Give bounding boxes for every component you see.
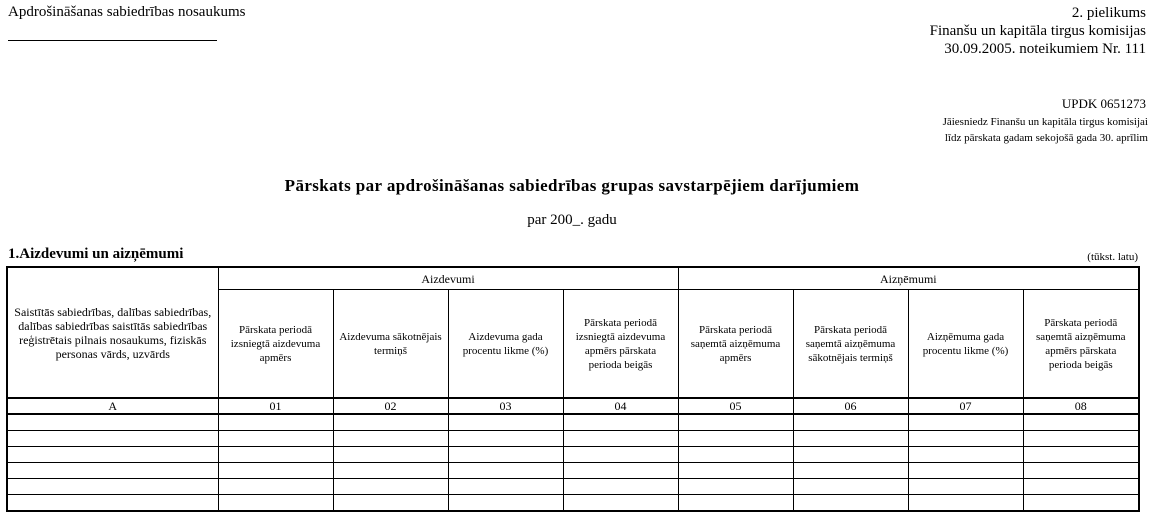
column-code: 02 [333, 398, 448, 414]
annex-line: Finanšu un kapitāla tirgus komisijas [929, 23, 1146, 39]
column-header: Pārskata periodā saņemtā aizņēmuma apmērs pārskata perioda beigās [1023, 290, 1139, 399]
table-cell[interactable] [563, 414, 678, 431]
column-code: A [7, 398, 218, 414]
table-cell[interactable] [333, 479, 448, 495]
table-cell[interactable] [333, 463, 448, 479]
table-cell[interactable] [448, 431, 563, 447]
table-cell[interactable] [908, 495, 1023, 512]
table-cell[interactable] [1023, 479, 1139, 495]
column-header: Pārskata periodā saņemtā aizņēmuma sākotnējais termiņš [793, 290, 908, 399]
table-cell[interactable] [563, 479, 678, 495]
table-cell[interactable] [793, 463, 908, 479]
table-cell[interactable] [7, 495, 218, 512]
table-group-header-row [7, 267, 1139, 290]
table-row [7, 414, 1139, 431]
table-cell[interactable] [218, 495, 333, 512]
table-row [7, 479, 1139, 495]
group-header-borrowings: Aizņēmumi [678, 267, 1139, 290]
column-code: 01 [218, 398, 333, 414]
column-header: Pārskata periodā izsniegtā aizdevuma apmērs [218, 290, 333, 399]
table-cell[interactable] [1023, 431, 1139, 447]
table-row [7, 495, 1139, 512]
entity-column-header: Saistītās sabiedrības, dalības sabiedrības, dalības sabiedrības saistītās sabiedrības reģistrētais pilnais nosaukums, fiziskās personas vārds, uzvārds [7, 267, 218, 398]
table-cell[interactable] [333, 495, 448, 512]
table-cell[interactable] [678, 447, 793, 463]
table-cell[interactable] [908, 414, 1023, 431]
table-row [7, 463, 1139, 479]
table-cell[interactable] [1023, 463, 1139, 479]
annex-line: 2. pielikums [1071, 5, 1146, 21]
annex-reference [930, 4, 1146, 58]
column-code-row [7, 398, 1139, 414]
column-header: Pārskata periodā saņemtā aizņēmuma apmērs [678, 290, 793, 399]
table-cell[interactable] [908, 479, 1023, 495]
insurer-name-field-line[interactable] [8, 40, 217, 41]
table-cell[interactable] [563, 495, 678, 512]
table-cell[interactable] [793, 479, 908, 495]
group-header-loans: Aizdevumi [218, 267, 678, 290]
table-row [7, 447, 1139, 463]
table-cell[interactable] [1023, 447, 1139, 463]
report-title: Pārskats par apdrošināšanas sabiedrības grupas savstarpējiem darījumiem [284, 176, 860, 195]
submission-line: Jāiesniedz Finanšu un kapitāla tirgus komisijai [942, 116, 1148, 128]
table-cell[interactable] [218, 414, 333, 431]
column-code: 05 [678, 398, 793, 414]
submission-note [943, 114, 1148, 146]
table-cell[interactable] [678, 479, 793, 495]
table-cell[interactable] [218, 479, 333, 495]
table-cell[interactable] [908, 463, 1023, 479]
column-header: Aizdevuma gada procentu likme (%) [448, 290, 563, 399]
table-cell[interactable] [1023, 414, 1139, 431]
loans-borrowings-table [6, 266, 1140, 512]
column-code: 07 [908, 398, 1023, 414]
table-cell[interactable] [448, 463, 563, 479]
table-cell[interactable] [678, 495, 793, 512]
table-cell[interactable] [793, 414, 908, 431]
table-cell[interactable] [563, 463, 678, 479]
insurer-name-label: Apdrošināšanas sabiedrības nosaukums [8, 4, 246, 20]
table-cell[interactable] [218, 447, 333, 463]
table-row [7, 431, 1139, 447]
column-code: 03 [448, 398, 563, 414]
submission-line: līdz pārskata gadam sekojošā gada 30. aprīlim [944, 132, 1148, 144]
table-cell[interactable] [678, 463, 793, 479]
unit-label: (tūkst. latu) [1087, 251, 1138, 263]
table-cell[interactable] [333, 447, 448, 463]
table-cell[interactable] [7, 414, 218, 431]
table-cell[interactable] [448, 447, 563, 463]
table-cell[interactable] [563, 447, 678, 463]
table-cell[interactable] [678, 431, 793, 447]
table-cell[interactable] [333, 414, 448, 431]
table-cell[interactable] [448, 479, 563, 495]
column-code: 04 [563, 398, 678, 414]
column-header: Aizdevuma sākotnējais termiņš [333, 290, 448, 399]
column-code: 08 [1023, 398, 1139, 414]
table-cell[interactable] [333, 431, 448, 447]
table-cell[interactable] [678, 414, 793, 431]
table-cell[interactable] [908, 431, 1023, 447]
table-cell[interactable] [7, 447, 218, 463]
column-header: Pārskata periodā izsniegtā aizdevuma apmērs pārskata perioda beigās [563, 290, 678, 399]
table-cell[interactable] [448, 495, 563, 512]
table-cell[interactable] [1023, 495, 1139, 512]
table-cell[interactable] [908, 447, 1023, 463]
section-title: 1.Aizdevumi un aizņēmumi [8, 246, 184, 262]
annex-line: 30.09.2005. noteikumiem Nr. 111 [944, 41, 1146, 57]
table-cell[interactable] [793, 431, 908, 447]
report-period: par 200_. gadu [527, 212, 617, 228]
table-cell[interactable] [7, 479, 218, 495]
column-code: 06 [793, 398, 908, 414]
table-cell[interactable] [793, 495, 908, 512]
table-cell[interactable] [218, 431, 333, 447]
table-cell[interactable] [448, 414, 563, 431]
form-code: UPDK 0651273 [1061, 96, 1146, 111]
table-cell[interactable] [7, 431, 218, 447]
table-cell[interactable] [563, 431, 678, 447]
table-cell[interactable] [793, 447, 908, 463]
table-cell[interactable] [7, 463, 218, 479]
column-header: Aizņēmuma gada procentu likme (%) [908, 290, 1023, 399]
table-cell[interactable] [218, 463, 333, 479]
